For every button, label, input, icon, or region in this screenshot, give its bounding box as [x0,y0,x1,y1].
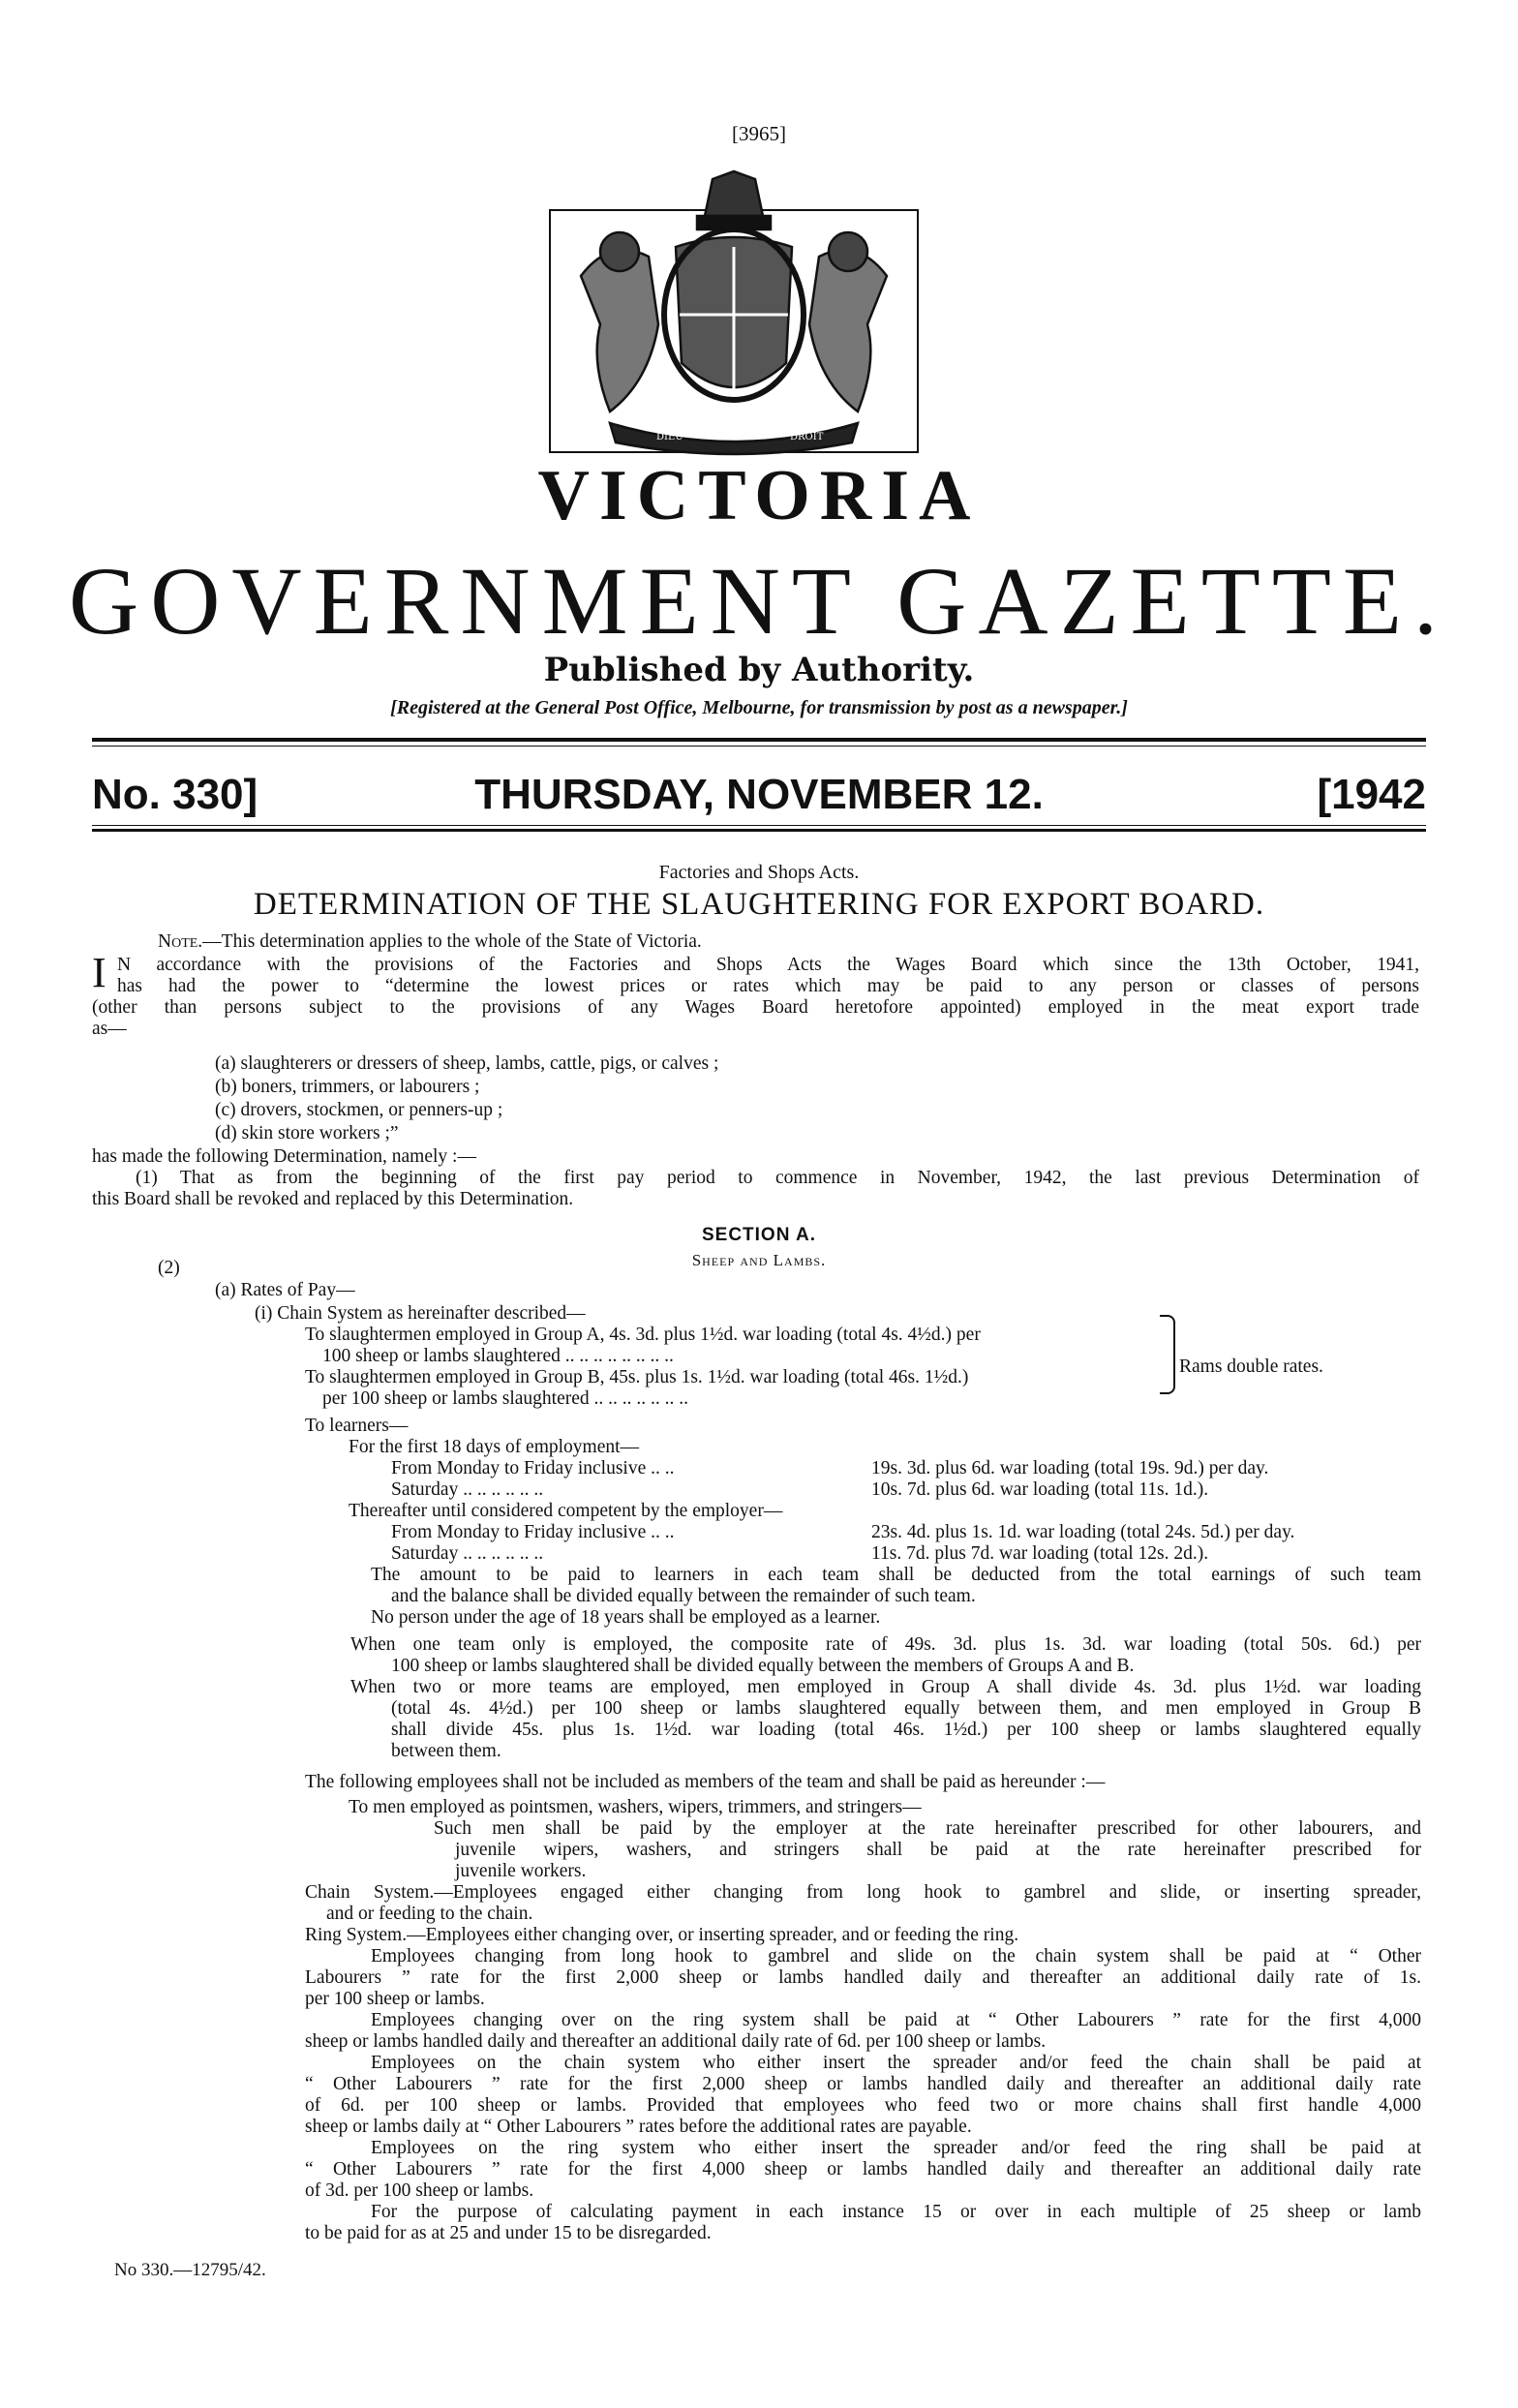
sat1-label: Saturday .. .. .. .. .. .. [391,1479,544,1500]
such-men-line: juvenile workers. [455,1861,587,1881]
determination-title: DETERMINATION OF THE SLAUGHTERING FOR EXPORT BOARD. [253,887,1265,922]
para-line: Employees changing from long hook to gambrel and slide on the chain system shall be paid at “ Other [371,1946,1421,1966]
para-line: of 6d. per 100 sheep or lambs. Provided that employees who feed two or more chains shall first handle 4,000 [305,2095,1421,2116]
section-heading: SECTION A. [701,1225,817,1245]
ring-system: Ring System.—Employees either changing over, or inserting spreader, and or feeding the ring. [305,1925,1019,1945]
section-subheading: Sheep and Lambs. [691,1251,827,1269]
trade-item: (c) drovers, stockmen, or penners-up ; [215,1100,503,1120]
print-reference: No 330.—12795/42. [114,2260,266,2280]
intro-line: as— [92,1019,127,1039]
mf2-label: From Monday to Friday inclusive .. .. [391,1522,675,1542]
mid-rule-thin [92,825,1426,826]
top-rule [92,738,1426,742]
drop-cap: I [92,949,106,996]
coat-of-arms-icon [542,169,926,460]
para-line: Employees on the chain system who either insert the spreader and/or feed the chain shall be paid at [371,2053,1421,2073]
two-teams-line: (total 4s. 4½d.) per 100 sheep or lambs slaughtered equally between them, and men employed in Group B [391,1698,1421,1719]
trade-item: (b) boners, trimmers, or labourers ; [215,1077,480,1097]
note-text: —This determination applies to the whole of the State of Victoria. [202,931,702,952]
chain-system-line: Chain System.—Employees engaged either changing from long hook to gambrel and slide, or inserting spreader, [305,1882,1421,1903]
clause-1-line: (1) That as from the beginning of the first pay period to commence in November, 1942, the last previous Determination of [136,1168,1419,1188]
learner-amount-line: The amount to be paid to learners in each team shall be deducted from the total earnings of such team [371,1565,1421,1585]
group-b-line: per 100 sheep or lambs slaughtered .. .. .. .. .. .. .. [322,1388,689,1409]
rates-heading: (a) Rates of Pay— [215,1280,355,1300]
minimum-age: No person under the age of 18 years shall be employed as a learner. [371,1607,881,1628]
two-teams-line: between them. [391,1741,501,1761]
para-line: sheep or lambs handled daily and thereafter an additional daily rate of 6d. per 100 sheep or lambs. [305,2031,1047,2052]
rams-brace [1160,1315,1175,1394]
group-a-line: To slaughtermen employed in Group A, 4s. 3d. plus 1½d. war loading (total 4s. 4½d.) per [305,1325,981,1345]
acts-heading: Factories and Shops Acts. [658,862,860,883]
pointsmen: To men employed as pointsmen, washers, wipers, trimmers, and stringers— [349,1797,922,1817]
issue-date: THURSDAY, NOVEMBER 12. [474,771,1044,818]
svg-text:DIEU: DIEU [656,432,683,442]
title-government-gazette: GOVERNMENT GAZETTE. [69,547,1449,655]
intro-line: has had the power to “determine the lowest prices or rates which may be paid to any person or classes of persons [117,976,1419,996]
note [158,931,702,953]
chain-heading: (i) Chain System as hereinafter described— [255,1303,586,1324]
thereafter: Thereafter until considered competent by the employer— [349,1501,783,1521]
group-a-line: 100 sheep or lambs slaughtered .. .. .. .. .. .. .. .. [322,1346,674,1366]
issue-year: [1942 [1317,771,1426,818]
para-line: to be paid for as at 25 and under 15 to be disregarded. [305,2223,712,2243]
para-line: Labourers ” rate for the first 2,000 sheep or lambs handled daily and thereafter an additional daily rate of 1s. [305,1967,1421,1988]
svg-text:DROIT: DROIT [790,432,824,442]
para-line: “ Other Labourers ” rate for the first 2,000 sheep or lambs handled daily and thereafter an additional daily rate [305,2074,1421,2094]
para-line: Employees on the ring system who either insert the spreader and/or feed the ring shall be paid at [371,2138,1421,2158]
sat2-rate: 11s. 7d. plus 7d. war loading (total 12s. 2d.). [871,1543,1209,1564]
mf1-label: From Monday to Friday inclusive .. .. [391,1458,675,1478]
sat2-label: Saturday .. .. .. .. .. .. [391,1543,544,1564]
published-by-authority: Published by Authority. [543,651,975,689]
title-victoria: VICTORIA [537,456,981,535]
mid-rule [92,829,1426,832]
rams-double-rates: Rams double rates. [1179,1356,1323,1377]
sat1-rate: 10s. 7d. plus 6d. war loading (total 11s. 1d.). [871,1479,1209,1500]
following-employees: The following employees shall not be included as members of the team and shall be paid as hereunder :— [305,1772,1106,1792]
one-team-line: 100 sheep or lambs slaughtered shall be divided equally between the members of Groups A and B. [391,1656,1135,1676]
issue-number: No. 330] [92,771,258,818]
chain-system-line: and or feeding to the chain. [326,1904,533,1924]
mf2-rate: 23s. 4d. plus 1s. 1d. war loading (total 24s. 5d.) per day. [871,1522,1295,1542]
note-label: Note. [158,931,203,952]
clause-2-label: (2) [158,1258,180,1278]
registration-notice: [Registered at the General Post Office, Melbourne, for transmission by post as a newspaper.] [390,697,1128,718]
trade-item: (a) slaughterers or dressers of sheep, lambs, cattle, pigs, or calves ; [215,1053,719,1074]
learners-heading: To learners— [305,1416,409,1436]
para-line: For the purpose of calculating payment in each instance 15 or over in each multiple of 25 sheep or lamb [371,2202,1421,2222]
clause-1-line: this Board shall be revoked and replaced by this Determination. [92,1189,574,1209]
learner-amount-line: and the balance shall be divided equally between the remainder of such team. [391,1586,976,1606]
made-determination: has made the following Determination, namely :— [92,1146,476,1167]
first-days: For the first 18 days of employment— [349,1437,640,1457]
such-men-line: Such men shall be paid by the employer at the rate hereinafter prescribed for other labourers, and [434,1818,1421,1839]
such-men-line: juvenile wipers, washers, and stringers shall be paid at the rate hereinafter prescribed for [455,1840,1421,1860]
page-number: [3965] [732,122,786,145]
one-team-line: When one team only is employed, the composite rate of 49s. 3d. plus 1s. 3d. war loading (total 50s. 6d.) per [350,1634,1421,1655]
trade-item: (d) skin store workers ;” [215,1123,399,1143]
two-teams-line: shall divide 45s. plus 1s. 1½d. war loading (total 46s. 1½d.) per 100 sheep or lambs slaughtered equally [391,1720,1421,1740]
para-line: Employees changing over on the ring system shall be paid at “ Other Labourers ” rate for the first 4,000 [371,2010,1421,2030]
intro-line: (other than persons subject to the provisions of any Wages Board heretofore appointed) employed in the meat export trade [92,997,1419,1018]
group-b-line: To slaughtermen employed in Group B, 45s. plus 1s. 1½d. war loading (total 46s. 1½d.) [305,1367,969,1387]
para-line: “ Other Labourers ” rate for the first 4,000 sheep or lambs handled daily and thereafter an additional daily rate [305,2159,1421,2179]
para-line: per 100 sheep or lambs. [305,1989,485,2009]
para-line: sheep or lambs daily at “ Other Labourers ” rates before the additional rates are payable. [305,2117,972,2137]
two-teams-line: When two or more teams are employed, men employed in Group A shall divide 4s. 3d. plus 1½d. war loading [350,1677,1421,1697]
intro-line: N accordance with the provisions of the Factories and Shops Acts the Wages Board which since the 13th October, 1941, [117,955,1419,975]
para-line: of 3d. per 100 sheep or lambs. [305,2180,534,2201]
mf1-rate: 19s. 3d. plus 6d. war loading (total 19s. 9d.) per day. [871,1458,1269,1478]
top-rule-thin [92,746,1426,747]
